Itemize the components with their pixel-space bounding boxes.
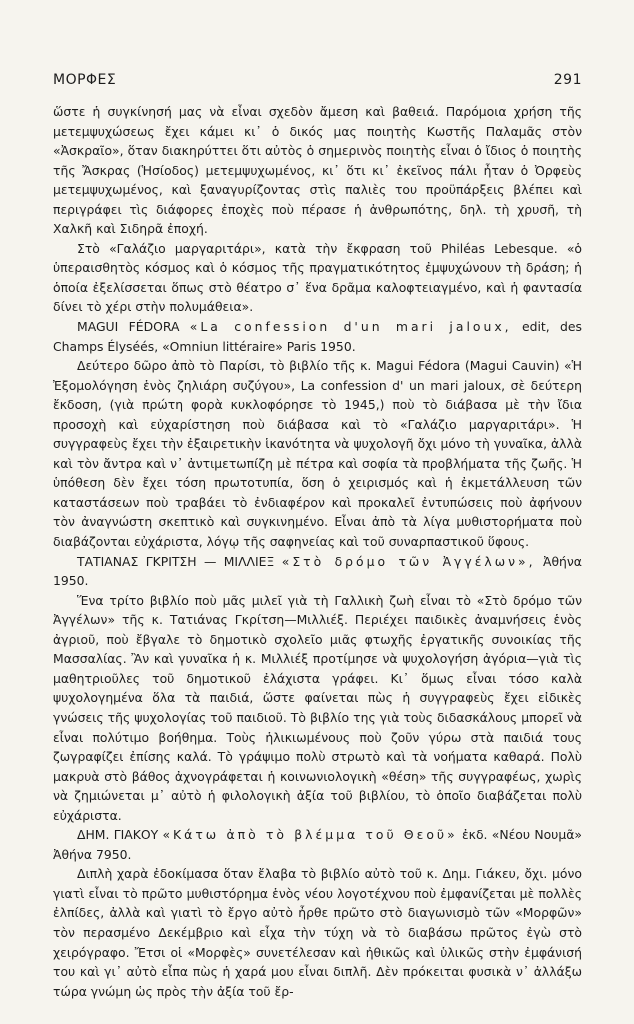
paragraph-quote: Στὸ «Γαλάζιο μαργαριτάρι», κατὰ τὴν ἔκφραση τοῦ Philéas Lebesque. «ὁ ὑπεραισθητὸς κόσμος καὶ ὁ κόσμος τῆς πραγματικότητος ἐμψυχώνουν τὴ δράση; ἡ ὁποία ἐξελίσσεται ὅπως στὸ θέατρο σ᾽ ἕνα δρᾶμα καλοφτειαγμένο, καὶ ἡ φαντασία δίνει τὸ χέρι στὴν πολυμάθεια». [53, 240, 582, 315]
paragraph-continuation: ὥστε ἡ συγκίνησή μας νὰ εἶναι σχεδὸν ἄμεση καὶ βαθειά. Παρόμοια χρήση τῆς μετεμψυχώσεως ἔχει κάμει κι᾽ ὁ δικός μας ποιητὴς Κωστῆς Παλαμᾶς στὸν «Ἀσκραῖο», ὅταν διακηρύττει ὅτι αὐτὸς ὁ σημερινὸς ποιητὴς εἶναι ὁ ἴδιος ὁ ποιητὴς τῆς Ἄσκρας (Ἡσίοδος) μετεμψυχωμένος, κι᾽ ὅτι κι᾽ ἐκεῖνος πάλι ἦταν ὁ Ὀρφεὺς μετεμψυχωμένος, καὶ ξαναγυρίζοντας στὶς παλιὲς του προϋπάρξεις βλέπει καὶ περιγράφει τὶς διάφορες ἐποχὲς ποὺ πέρασε ἡ ἀνθρωπότης, δηλ. τὴ χρυσῆ, τὴ Χαλκῆ καὶ Σιδηρᾶ ἐποχή. [53, 104, 582, 237]
review-heading-giakou [53, 825, 582, 864]
review-publication: edit, des Champs Élyséés, «Omniun littéraire» Paris 1950. [53, 319, 582, 354]
review-body-giakou: Διπλὴ χαρὰ ἐδοκίμασα ὅταν ἔλαβα τὸ βιβλίο αὐτὸ τοῦ κ. Δημ. Γιάκευ, ὄχι. μόνο γιατὶ εἶναι τὸ πρῶτο μυθιστόρημα ἑνὸς νέου λογοτέχνου ποὺ ἐμφανίζεται μὲ πολλὲς ἐλπίδες, ἀλλὰ καὶ γιατὶ τὸ ἔργο αὐτὸ ἦρθε πρῶτο στὸ διαγωνισμὸ τῶν «Μορφῶν» τὸν περασμένο Δεκέμβριο καὶ εἶχα τὴν τύχη νὰ τὸ διαβάσω πρῶτος ἐγὼ στὸ χειρόγραφο. Ἔτσι οἱ «Μορφὲς» συνετέλεσαν καὶ ἠθικῶς καὶ ὑλικῶς στὴν ἐμφάνισή του καὶ γι᾽ αὐτὸ εἶπα πὼς ἡ χαρά μου εἶναι διπλῆ. Δὲν πρόκειται φυσικὰ ν᾽ ἀλλάξω τώρα γνώμη ὡς πρὸς τὴν ἀξία τοῦ ἔρ- [53, 866, 582, 999]
page-header [53, 72, 582, 88]
review-author: ΤΑΤΙΑΝΑΣ ΓΚΡΙΤΣΗ — ΜΙΛΛΙΕΞ [77, 553, 275, 569]
review-body-fedora: Δεύτερο δῶρο ἀπὸ τὸ Παρίσι, τὸ βιβλίο τῆς κ. Magui Fédora (Magui Cauvin) «Ἡ Ἐξομολόγηση ἑνὸς ζηλιάρη συζύγου», La confession d' un mari jaloux, σὲ δεύτερη ἔκδοση, (γιὰ πρώτη φορὰ κυκλοφόρησε τὸ 1945,) ποὺ τὸ διάβασα μὲ τὴν ἴδια προσοχὴ καὶ εὐχαρίστηση ποὺ διάβασα καὶ τὸ «Γαλάζιο μαργαριτάρι». Ἡ συγγραφεὺς ἔχει τὴν ἐξαιρετικὴν ἱκανότητα νὰ ψυχολογῆ ὄχι μόνο τὴ γυναῖκα, ἀλλὰ καὶ τὸν ἄντρα καὶ ν᾽ ἀντιμετωπίζη μὲ πέτρα καὶ σοφία τὰ προβλήματα τῆς ζωῆς. Ἡ ὑπόθεση δὲν ἔχει τόση πρωτοτυπία, ὅση ὁ χειρισμός καὶ ἡ ἐκμετάλλευση τῶν καταστάσεων ποὺ τραβάει τὸ ἐνδιαφέρον καὶ προκαλεῖ ἐντυπώσεις ποὺ ἀφήνουν τὸν ἀναγνώστη σκεπτικὸ καὶ συγκινημένο. Εἶναι ἀπὸ τὰ λίγα μυθιστορήματα ποὺ διαβάζονται εὐχάριστα, λόγῳ τῆς σαφηνείας καὶ τοῦ συναρπαστικοῦ ὕφους. [53, 358, 582, 550]
review-book-title: «Στὸ δρόμο τῶν Ἀγγέλων», [281, 553, 536, 569]
page-number: 291 [553, 72, 582, 88]
review-book-title: «Κάτω ἀπὸ τὸ βλέμμα τοῦ Θεοῦ» [162, 827, 458, 843]
review-author: MAGUI FÉDORA [77, 319, 180, 335]
review-body-gkritsi: Ἕνα τρίτο βιβλίο ποὺ μᾶς μιλεῖ γιὰ τὴ Γαλλικὴ ζωὴ εἶναι τὸ «Στὸ δρόμο τῶν Ἀγγέλων» τῆς κ. Τατιάνας Γκρίτση—Μιλλιέξ. Περιέχει παιδικὲς ἀναμνήσεις ἑνὸς ἀγριοῦ, ποὺ ἔβγαλε τὸ δημοτικὸ σχολεῖο μιᾶς φτωχῆς ἐργατικῆς συνοικίας τῆς Μασσαλίας. Ἂν καὶ γυναῖκα ἡ κ. Μιλλιέξ προτίμησε νὰ ψυχολογήση ἀγόρια—γιὰ τὶς μαθητριοῦλες τοῦ δημοτικοῦ ἐλάχιστα γράφει. Κι᾽ ὅμως εἶναι τόσο καλὰ ψυχολογημένα ὅλα τὰ παιδιά, ὥστε φαίνεται πὼς ἡ συγγραφεὺς ἔχει εἰδικὲς γνώσεις τῆς ψυχολογίας τοῦ παιδιοῦ. Τὸ βιβλίο της γιὰ τοὺς διδασκάλους μπορεῖ νὰ εἶναι πολύτιμο βοήθημα. Τοὺς ἡλικιωμένους ποὺ ζοῦν γύρω στὰ παιδιά τους ζωγραφίζει ἐπίσης καλά. Τὸ γράψιμο πολὺ στρωτὸ καὶ τὰ νοήματα καθαρά. Πολὺ μακρυὰ στὸ βάθος ἀχνογράφεται ἡ κοινωνιολογικὴ «θέση» τῆς συγγραφέως, χωρὶς νὰ ζημιώνεται μ᾽ αὐτὸ ἡ φιλολογικὴ ἀξία τοῦ βιβλίου, τὸ ὁποῖο διαβάζεται πολὺ εὐχάριστα. [53, 592, 582, 823]
review-heading-gkritsi [53, 552, 582, 591]
review-book-title: «La confession d'un mari jaloux, [189, 319, 512, 335]
review-author: ΔΗΜ. ΓΙΑΚΟΥ [77, 827, 159, 843]
review-heading-fedora [53, 317, 582, 356]
running-title: ΜΟΡΦΕΣ [53, 72, 117, 88]
text-body [53, 102, 582, 1001]
review-publication: ἐκδ. «Νέου Νουμᾶ» Ἀθήνα 7950. [53, 827, 582, 862]
review-publication: Ἀθήνα 1950. [53, 553, 582, 589]
